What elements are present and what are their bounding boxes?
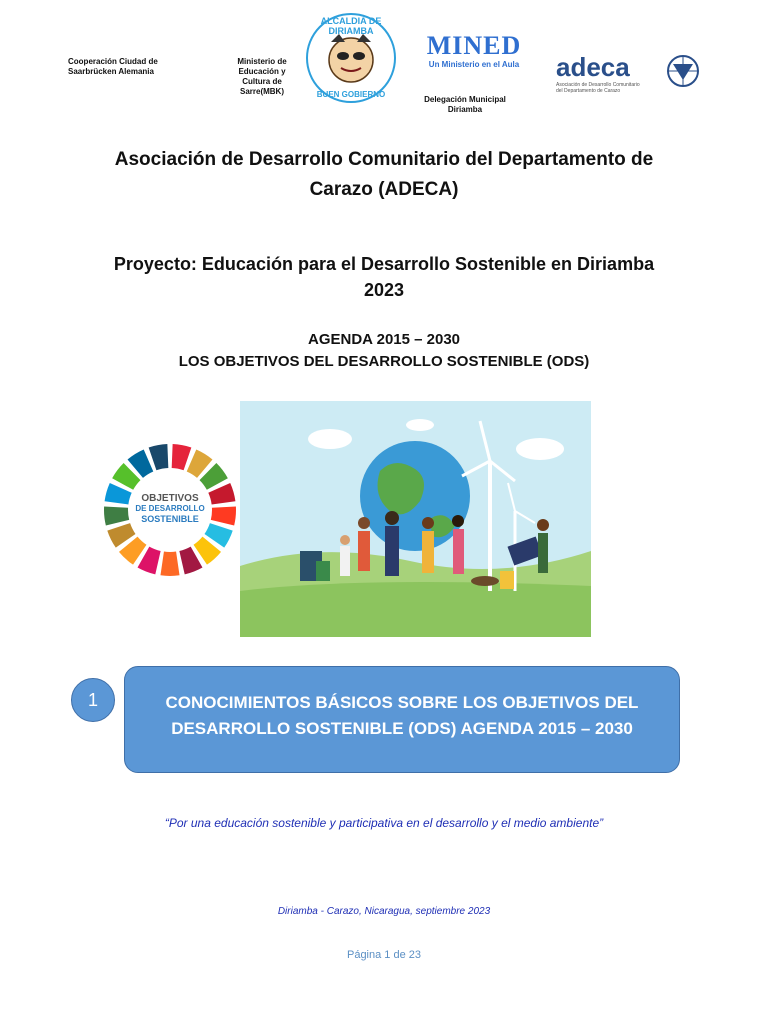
agenda-heading-line: LOS OBJETIVOS DEL DESARROLLO SOSTENIBLE (ODS) xyxy=(178,353,590,370)
delegation-label-line: Diriamba xyxy=(447,105,483,114)
ministry-label xyxy=(224,57,300,97)
ministry-label-line: Ministerio de xyxy=(237,57,287,66)
mined-logo-text: MINED xyxy=(426,31,522,60)
sdg-wheel-text-line: SOSTENIBLE xyxy=(141,514,199,524)
alcaldia-logo-text-bottom: BUEN GOBIERNO xyxy=(316,90,386,99)
mined-tagline: Un Ministerio en el Aula xyxy=(428,60,520,69)
agenda-heading-line: AGENDA 2015 – 2030 xyxy=(307,331,461,348)
project-title xyxy=(20,251,748,303)
sustainability-illustration xyxy=(240,401,591,637)
sdg-wheel-segment xyxy=(104,507,129,526)
adeca-logo-text: adeca xyxy=(556,52,630,82)
document-title-line: Asociación de Desarrollo Comunitario del Departamento de xyxy=(114,149,654,170)
sdg-wheel-text xyxy=(130,494,210,524)
adeca-tagline-line: del Departamento de Carazo xyxy=(556,88,621,94)
ministry-label-line: Cultura de xyxy=(242,77,282,86)
sdg-wheel-segment xyxy=(149,444,169,470)
sdg-wheel-text-line: DE DESARROLLO xyxy=(135,504,205,513)
module-title-box xyxy=(124,666,680,773)
motto-quote: “Por una educación sostenible y participativa en el desarrollo y el medio ambiente” xyxy=(164,816,604,830)
sdg-wheel-segment xyxy=(160,552,179,576)
agenda-heading xyxy=(20,329,748,373)
adeca-tagline xyxy=(556,82,640,94)
ministry-label-line: Sarre(MBK) xyxy=(239,87,284,96)
cooperation-label-line: Cooperación Ciudad de xyxy=(68,57,158,66)
module-title-line: DESARROLLO SOSTENIBLE (ODS) AGENDA 2015 – 2030 xyxy=(171,719,633,738)
place-date: Diriamba - Carazo, Nicaragua, septiembre 2023 xyxy=(277,906,491,917)
delegation-label xyxy=(410,95,520,115)
sdg-wheel xyxy=(100,442,240,578)
module-number-badge xyxy=(71,678,115,722)
sdg-wheel-text-line: OBJETIVOS xyxy=(141,493,199,504)
earth-people-illustration-icon xyxy=(240,401,591,637)
module-title-line: CONOCIMIENTOS BÁSICOS SOBRE LOS OBJETIVOS DEL xyxy=(165,693,639,712)
adeca-logo xyxy=(556,52,706,98)
delegation-label-line: Delegación Municipal xyxy=(424,95,506,104)
cooperation-label-line: Saarbrücken Alemania xyxy=(68,67,154,76)
alcaldia-logo xyxy=(305,12,397,104)
project-title-line: Proyecto: Educación para el Desarrollo Sostenible en Diriamba xyxy=(113,254,655,274)
module-number: 1 xyxy=(87,690,98,710)
mined-logo xyxy=(414,32,534,70)
project-title-line: 2023 xyxy=(363,280,405,300)
adeca-globe-icon xyxy=(666,54,700,88)
page-number: Página 1 de 23 xyxy=(346,949,421,961)
sdg-wheel-segment xyxy=(172,444,192,470)
cooperation-label xyxy=(68,57,158,77)
ministry-label-line: Educación y xyxy=(238,67,286,76)
document-title xyxy=(20,145,748,205)
document-title-line: Carazo (ADECA) xyxy=(309,179,459,200)
sdg-wheel-segment xyxy=(211,507,236,526)
adeca-tagline-line: Asociación de Desarrollo Comunitario xyxy=(556,82,640,88)
alcaldia-logo-text-top: ALCALDIA DE DIRIAMBA xyxy=(320,16,382,36)
